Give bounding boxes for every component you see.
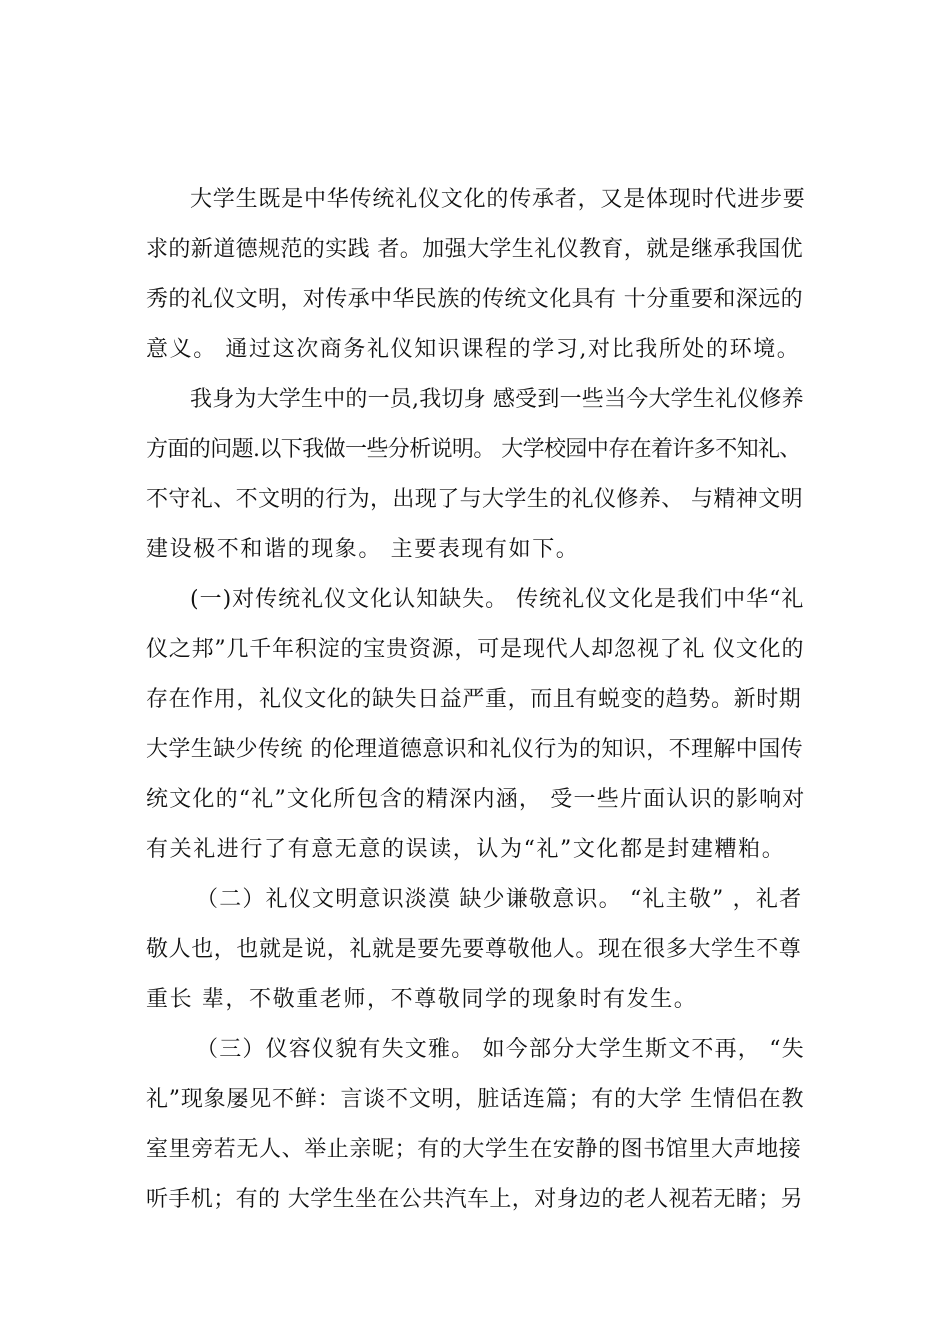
paragraph-5-line-3: 室里旁若无人、举止亲昵；有的大学生在安静的图书馆里大声地接 (146, 1137, 802, 1162)
paragraph-4-line-3: 重长 辈，不敬重老师，不尊敬同学的现象时有发生。 (146, 987, 698, 1012)
paragraph-3-line-3: 存在作用，礼仪文化的缺失日益严重，而且有蜕变的趋势。新时期 (146, 687, 802, 712)
paragraph-3-line-5: 统文化的“礼”文化所包含的精深内涵， 受一些片面认识的影响对 (146, 787, 806, 812)
paragraph-2-line-1: 我身为大学生中的一员,我切身 感受到一些当今大学生礼仪修养 (190, 387, 804, 412)
paragraph-4-line-1: （二）礼仪文明意识淡漠 缺少谦敬意识。 “礼主敬” ，礼者 (196, 887, 803, 912)
paragraph-1-line-4: 意义。 通过这次商务礼仪知识课程的学习,对比我所处的环境。 (146, 337, 801, 362)
paragraph-3-line-2: 仪之邦”几千年积淀的宝贵资源，可是现代人却忽视了礼 仪文化的 (146, 637, 805, 662)
paragraph-5-line-2: 礼”现象屡见不鲜：言谈不文明，脏话连篇；有的大学 生情侣在教 (146, 1087, 805, 1112)
paragraph-2-line-3: 不守礼、不文明的行为，出现了与大学生的礼仪修养、 与精神文明 (146, 487, 803, 512)
paragraph-3-line-1: (一)对传统礼仪文化认知缺失。 传统礼仪文化是我们中华“礼 (190, 587, 805, 612)
paragraph-1-line-2: 求的新道德规范的实践 者。加强大学生礼仪教育，就是继承我国优 (146, 237, 803, 262)
paragraph-5-line-4: 听手机；有的 大学生坐在公共汽车上，对身边的老人视若无睹；另 (146, 1187, 803, 1212)
paragraph-4-line-2: 敬人也，也就是说，礼就是要先要尊敬他人。现在很多大学生不尊 (146, 937, 802, 962)
paragraph-3-line-4: 大学生缺少传统 的伦理道德意识和礼仪行为的知识，不理解中国传 (146, 737, 803, 762)
paragraph-5-line-1: （三）仪容仪貌有失文雅。 如今部分大学生斯文不再， “失 (196, 1037, 805, 1062)
paragraph-2-line-4: 建设极不和谐的现象。 主要表现有如下。 (146, 537, 580, 562)
paragraph-1-line-3: 秀的礼仪文明，对传承中华民族的传统文化具有 十分重要和深远的 (146, 287, 803, 312)
paragraph-2-line-2: 方面的问题.以下我做一些分析说明。 大学校园中存在着许多不知礼、 (146, 437, 801, 462)
paragraph-3-line-6: 有关礼进行了有意无意的误读，认为“礼”文化都是封建糟粕。 (146, 837, 786, 862)
paragraph-1-line-1: 大学生既是中华传统礼仪文化的传承者，又是体现时代进步要 (190, 187, 806, 212)
